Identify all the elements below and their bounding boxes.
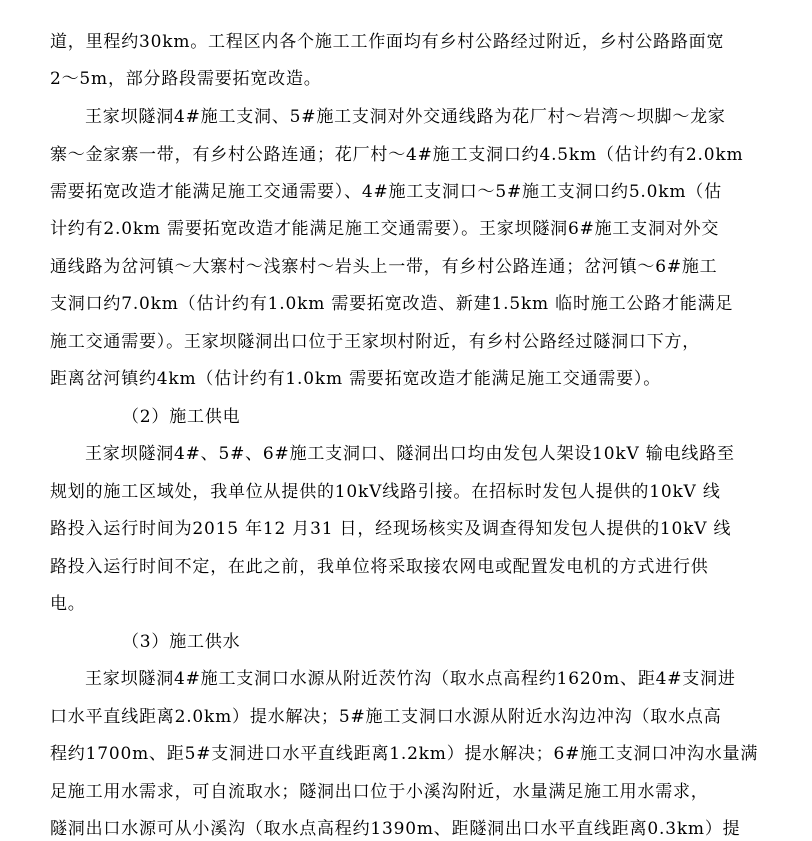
para4-line-1: 王家坝隧洞4#施工支洞口水源从附近茨竹沟（取水点高程约1620m、距4#支洞进 — [85, 669, 736, 689]
para2-line-1: 王家坝隧洞4#施工支洞、5#施工支洞对外交通线路为花厂村～岩湾～坝脚～龙家 — [85, 107, 726, 127]
para3-line-4: 路投入运行时间不定，在此之前，我单位将采取接农网电或配置发电机的方式进行供 — [50, 557, 709, 577]
para2-line-6: 支洞口约7.0km（估计约有1.0km 需要拓宽改造、新建1.5km 临时施工公路才能满足 — [50, 294, 734, 314]
heading-construction-water: （3）施工供水 — [122, 632, 241, 652]
para3-line-5: 电。 — [50, 594, 86, 614]
para2-line-4: 计约有2.0km 需要拓宽改造才能满足施工交通需要）。王家坝隧洞6#施工支洞对外交 — [50, 219, 720, 239]
para2-line-7: 施工交通需要）。王家坝隧洞出口位于王家坝村附近，有乡村公路经过隧洞口下方， — [50, 332, 701, 352]
para4-line-3: 程约1700m、距5#支洞进口水平直线距离1.2km）提水解决；6#施工支洞口冲沟水量满 — [50, 744, 759, 764]
para1-line-2: 2～5m，部分路段需要拓宽改造。 — [50, 69, 322, 89]
para3-line-3: 路投入运行时间为2015 年12 月31 日，经现场核实及调查得知发包人提供的10kV 线 — [50, 519, 732, 539]
para1-line-1: 道，里程约30km。工程区内各个施工工作面均有乡村公路经过附近，乡村公路路面宽 — [50, 32, 725, 52]
para3-line-1: 王家坝隧洞4#、5#、6#施工支洞口、隧洞出口均由发包人架设10kV 输电线路至 — [85, 444, 735, 464]
para2-line-3: 需要拓宽改造才能满足施工交通需要）、4#施工支洞口～5#施工支洞口约5.0km（估 — [50, 182, 722, 202]
para4-line-2: 口水平直线距离2.0km）提水解决；5#施工支洞口水源从附近水沟边冲沟（取水点高 — [50, 707, 722, 727]
para2-line-5: 通线路为岔河镇～大寨村～浅寨村～岩头上一带，有乡村公路连通；岔河镇～6#施工 — [50, 257, 718, 277]
para2-line-2: 寨～金家寨一带，有乡村公路连通；花厂村～4#施工支洞口约4.5km（估计约有2.0km — [50, 145, 744, 165]
heading-construction-power: （2）施工供电 — [122, 407, 241, 427]
para3-line-2: 规划的施工区域处，我单位从提供的10kV线路引接。在招标时发包人提供的10kV 线 — [50, 482, 721, 502]
para2-line-8: 距离岔河镇约4km（估计约有1.0km 需要拓宽改造才能满足施工交通需要）。 — [50, 369, 661, 389]
para4-line-5: 隧洞出口水源可从小溪沟（取水点高程约1390m、距隧洞出口水平直线距离0.3km）提 — [50, 819, 741, 839]
para4-line-4: 足施工用水需求，可自流取水；隧洞出口位于小溪沟附近，水量满足施工用水需求， — [50, 782, 709, 802]
